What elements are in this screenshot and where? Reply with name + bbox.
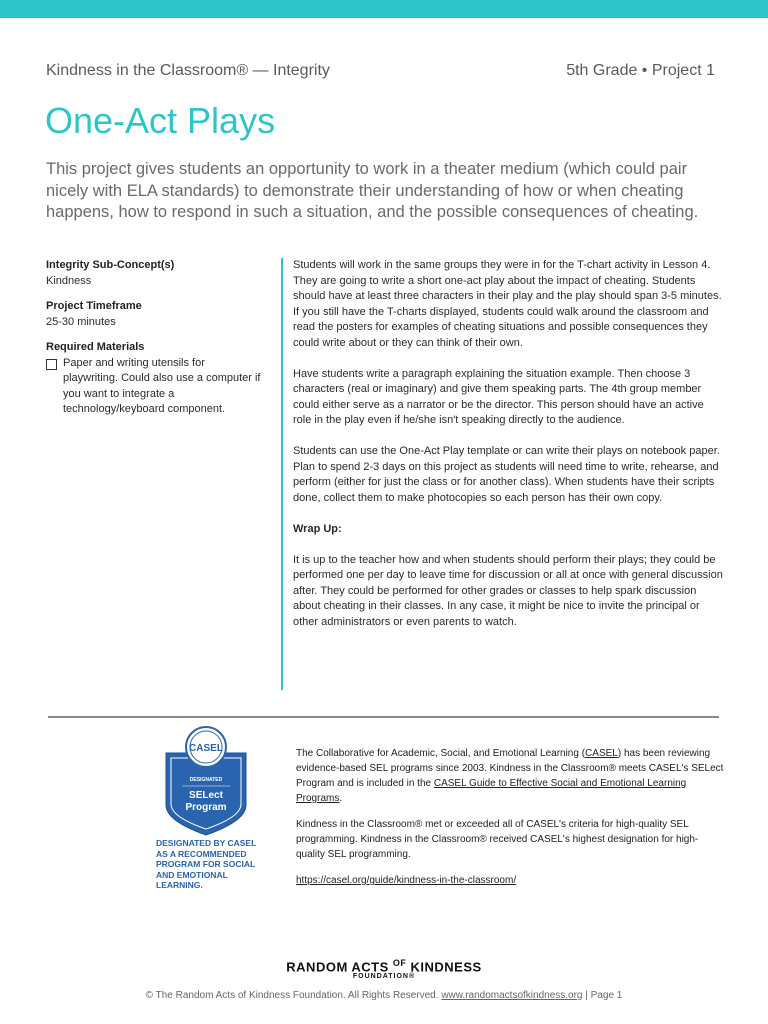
casel-link[interactable]: CASEL	[585, 748, 618, 759]
section-divider	[48, 716, 719, 718]
website-link[interactable]: www.randomactsofkindness.org	[441, 990, 583, 1001]
wrap-up-heading: Wrap Up:	[293, 522, 342, 535]
body-paragraph-4: It is up to the teacher how and when students should perform their plays; they could be performed one per day to leave time for discussion or all at once with general discussion after. They could be performed for other grades or classes to help spark discussion about cheating in their classes. In any case, it might be nice to invite the principal or other administrators or even parents to watch.	[293, 553, 723, 628]
casel-info	[296, 746, 726, 899]
timeframe-value: 25-30 minutes	[46, 315, 116, 328]
body-paragraph-2: Have students write a paragraph explaining the situation example. Then choose 3 characters (real or imaginary) and give them speaking parts. The 4th group member could either serve as a narrator or be the director. This person should have an active role in the play even if he/she isn't speaking directly to the audience.	[293, 367, 704, 426]
materials-text: Paper and writing utensils for playwriting. Could also use a computer if you want to integrate a technology/keyboard component.	[63, 356, 261, 415]
casel-badge	[160, 725, 252, 837]
body-paragraph-3: Students can use the One-Act Play template or can write their plays on notebook paper. Plan to spend 2-3 days on this project as students will need time to write, rehearse, and perform (either for just the class or for another class). When students have their scripts done, collect them to make photocopies so each person has their own copy.	[293, 445, 720, 504]
grade-project: 5th Grade • Project 1	[566, 62, 715, 79]
subconcept-heading: Integrity Sub-Concept(s)	[46, 259, 175, 271]
intro-paragraph: This project gives students an opportunity to work in a theater medium (which could pair nicely with ELA standards) to demonstrate their understanding of how or when cheating happens, how to respond in such a situation, and the possible consequences of cheating.	[46, 160, 699, 221]
badge-select-text: SELect	[189, 790, 223, 801]
casel-url-link[interactable]: https://casel.org/guide/kindness-in-the-classroom/	[296, 875, 517, 886]
checkbox-icon	[46, 359, 57, 370]
copyright: © The Random Acts of Kindness Foundation. All Rights Reserved. www.randomactsofkindness.org | Page 1	[145, 990, 623, 1001]
foundation-logo: RANDOM ACTS $^{OF}$ KINDNESS FOUNDATION®	[286, 958, 482, 981]
timeframe-heading: Project Timeframe	[46, 300, 142, 312]
badge-designated-text: DESIGNATED	[189, 777, 223, 783]
casel-paragraph-1: The Collaborative for Academic, Social, and Emotional Learning (CASEL) has been reviewing evidence-based SEL programs since 2003. Kindness in the Classroom® meets CASEL's SELect Program and is included in the CASEL Guide to Effective Social and Emotional Learning Programs.	[296, 748, 724, 804]
series-title: Kindness in the Classroom® — Integrity	[46, 62, 330, 79]
subconcept-value: Kindness	[46, 274, 92, 287]
badge-caption: DESIGNATED BY CASEL AS A RECOMMENDED PROGRAM FOR SOCIAL AND EMOTIONAL LEARNING.	[156, 838, 257, 890]
materials-item	[46, 356, 261, 418]
column-divider	[281, 258, 283, 690]
badge-program-text: Program	[185, 802, 227, 813]
casel-paragraph-2: Kindness in the Classroom® met or exceeded all of CASEL's criteria for high-quality SEL programming. Kindness in the Classroom® received CASEL's highest designation for high-quality SEL programming.	[296, 819, 699, 860]
page-title: One-Act Plays	[45, 100, 276, 141]
casel-guide-link[interactable]: CASEL Guide to Effective Social and Emotional Learning Programs	[296, 778, 687, 804]
main-content	[293, 258, 723, 646]
badge-casel-text: CASEL	[189, 743, 223, 754]
body-paragraph-1: Students will work in the same groups they were in for the T-chart activity in Lesson 4. They are going to write a short one-act play about the impact of cheating. Students should have at least three characters in their play and the play should span 3-5 minutes. If you still have the T-charts displayed, students could walk around the classroom and read the posters for examples of cheating situations and possible consequences they could write about or they can think of their own.	[293, 259, 722, 349]
sidebar	[46, 258, 261, 428]
materials-heading: Required Materials	[46, 341, 145, 353]
top-accent-bar	[0, 0, 768, 18]
